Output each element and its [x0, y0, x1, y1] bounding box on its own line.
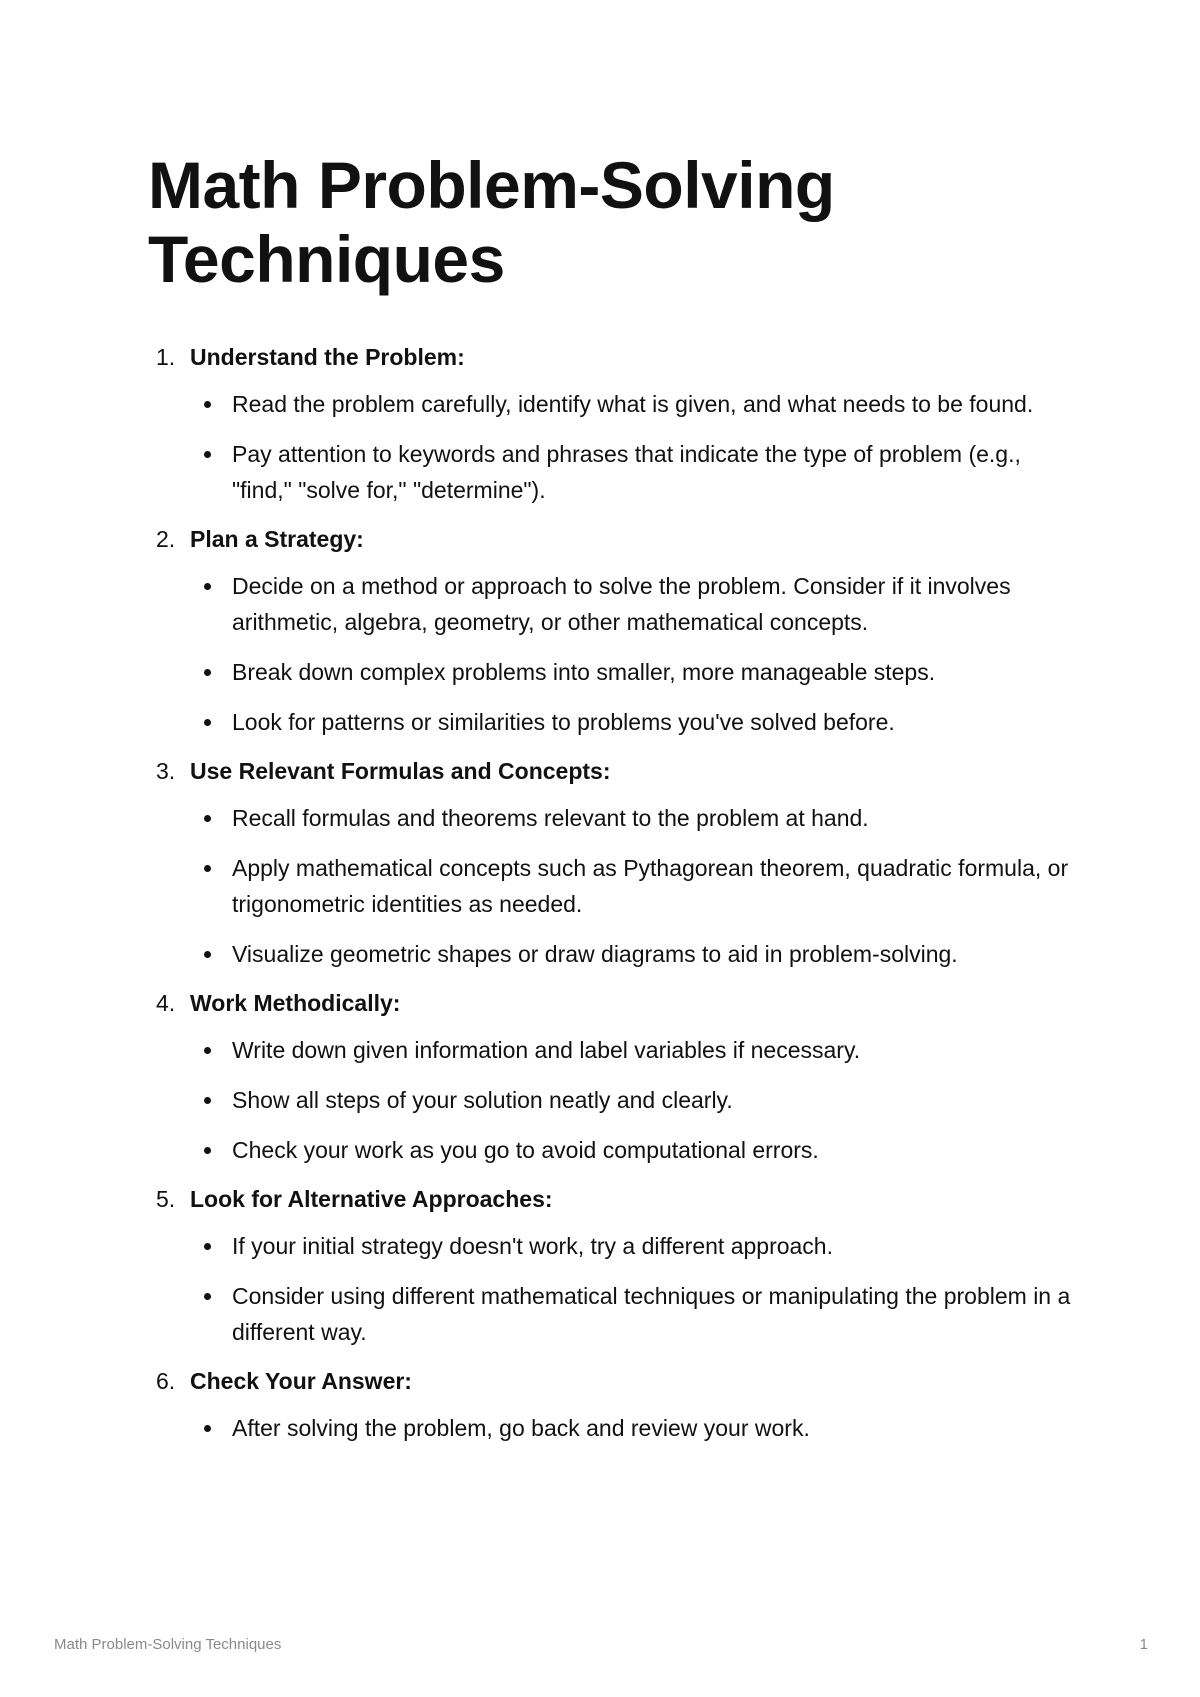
bullet-list: [148, 1032, 1078, 1168]
section-alternative-approaches: [148, 1182, 1078, 1350]
bullet-text: Recall formulas and theorems relevant to the problem at hand.: [232, 805, 869, 831]
bullet-icon: [148, 568, 198, 604]
bullet-icon: [148, 1132, 198, 1168]
section-heading: [148, 986, 1078, 1020]
page-title: [148, 148, 1048, 296]
bullet-icon: [148, 436, 198, 472]
section-formulas-concepts: [148, 754, 1078, 972]
bullet-list: [148, 568, 1078, 740]
bullet-icon: [148, 1032, 198, 1068]
section-title: Plan a Strategy:: [190, 526, 364, 552]
section-title: Look for Alternative Approaches:: [190, 1186, 553, 1212]
bullet-list: [148, 1228, 1078, 1350]
section-heading: [148, 754, 1078, 788]
bullet-icon: [148, 704, 198, 740]
bullet-text: Visualize geometric shapes or draw diagrams to aid in problem-solving.: [232, 941, 958, 967]
technique-list: [148, 340, 1078, 1460]
section-number: 5.: [156, 1186, 176, 1212]
list-item: [148, 1032, 1078, 1068]
section-work-methodically: [148, 986, 1078, 1168]
footer-page-number: 1: [1139, 1636, 1148, 1653]
section-heading: [148, 340, 1078, 374]
bullet-icon: [148, 1082, 198, 1118]
section-number: 3.: [156, 758, 176, 784]
bullet-icon: [148, 850, 198, 886]
section-heading: [148, 1182, 1078, 1216]
list-item: [148, 704, 1078, 740]
bullet-icon: [148, 936, 198, 972]
bullet-text: Look for patterns or similarities to problems you've solved before.: [232, 709, 895, 735]
bullet-text: Pay attention to keywords and phrases that indicate the type of problem (e.g., "find," "solve for," "determine").: [232, 441, 1021, 503]
list-item: [148, 654, 1078, 690]
section-heading: [148, 1364, 1078, 1398]
bullet-text: Check your work as you go to avoid computational errors.: [232, 1137, 819, 1163]
list-item: [148, 386, 1078, 422]
list-item: [148, 850, 1078, 922]
bullet-list: [148, 1410, 1078, 1446]
section-title: Work Methodically:: [190, 990, 401, 1016]
section-title: Use Relevant Formulas and Concepts:: [190, 758, 611, 784]
page-title-line-2: Techniques: [148, 222, 505, 296]
footer-running-title: Math Problem-Solving Techniques: [54, 1636, 282, 1653]
section-title: Check Your Answer:: [190, 1368, 412, 1394]
bullet-icon: [148, 386, 198, 422]
bullet-text: Decide on a method or approach to solve the problem. Consider if it involves arithmetic, algebra, geometry, or other mathematical concepts.: [232, 573, 1011, 635]
bullet-list: [148, 386, 1078, 508]
section-number: 1.: [156, 344, 176, 370]
bullet-text: Consider using different mathematical techniques or manipulating the problem in a different way.: [232, 1283, 1071, 1345]
bullet-list: [148, 800, 1078, 972]
bullet-text: Write down given information and label variables if necessary.: [232, 1037, 861, 1063]
bullet-text: Show all steps of your solution neatly and clearly.: [232, 1087, 733, 1113]
bullet-icon: [148, 1228, 198, 1264]
bullet-text: Read the problem carefully, identify what is given, and what needs to be found.: [232, 391, 1034, 417]
list-item: [148, 1228, 1078, 1264]
section-title: Understand the Problem:: [190, 344, 465, 370]
section-understand-problem: [148, 340, 1078, 508]
section-number: 6.: [156, 1368, 176, 1394]
section-number: 2.: [156, 526, 176, 552]
section-number: 4.: [156, 990, 176, 1016]
section-plan-strategy: [148, 522, 1078, 740]
bullet-text: Break down complex problems into smaller, more manageable steps.: [232, 659, 936, 685]
list-item: [148, 800, 1078, 836]
list-item: [148, 936, 1078, 972]
list-item: [148, 1082, 1078, 1118]
page-title-line-1: Math Problem-Solving: [148, 148, 835, 222]
list-item: [148, 1278, 1078, 1350]
list-item: [148, 1410, 1078, 1446]
section-heading: [148, 522, 1078, 556]
bullet-icon: [148, 1278, 198, 1314]
bullet-text: After solving the problem, go back and review your work.: [232, 1415, 810, 1441]
list-item: [148, 436, 1078, 508]
bullet-text: Apply mathematical concepts such as Pythagorean theorem, quadratic formula, or trigonometric identities as needed.: [232, 855, 1069, 917]
bullet-icon: [148, 1410, 198, 1446]
list-item: [148, 568, 1078, 640]
bullet-icon: [148, 800, 198, 836]
section-check-answer: [148, 1364, 1078, 1446]
list-item: [148, 1132, 1078, 1168]
bullet-text: If your initial strategy doesn't work, try a different approach.: [232, 1233, 833, 1259]
bullet-icon: [148, 654, 198, 690]
